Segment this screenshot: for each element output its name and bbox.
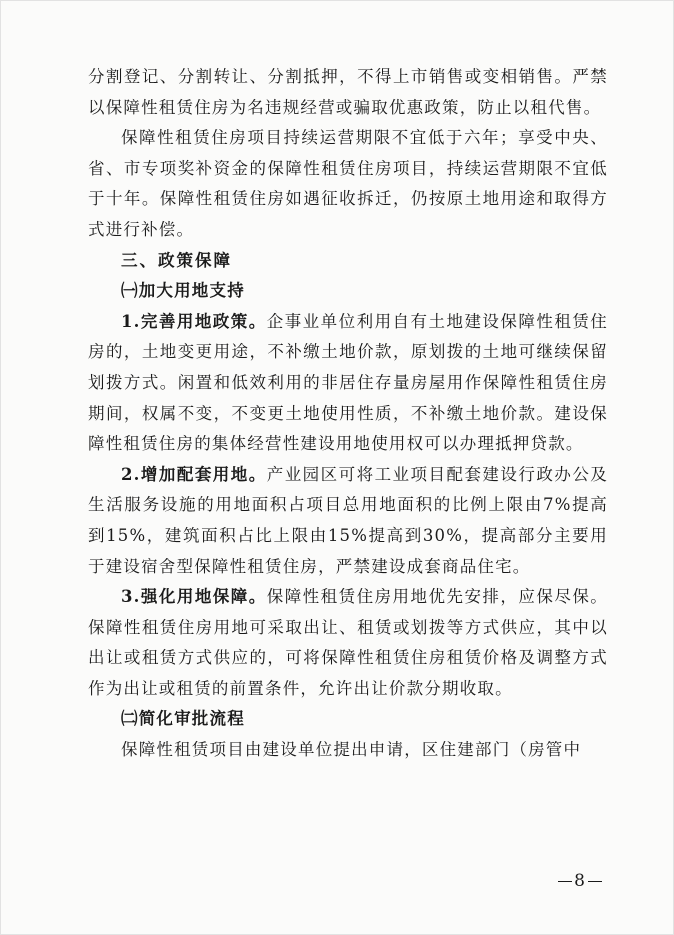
policy-item-land-guarantee [88, 582, 608, 704]
policy-item-land-policy [88, 307, 608, 460]
document-body [88, 62, 608, 766]
page-number-dash-left [558, 881, 572, 882]
policy-item-text: 企事业单位利用自有土地建设保障性租赁住房的，土地变更用途，不补缴土地价款，原划拨的土地可继续保留划拨方式。闲置和低效利用的非居住存量房屋用作保障性租赁住房期间，权属不变，不变更土地使用性质，不补缴土地价款。建设保障性租赁住房的集体经营性建设用地使用权可以办理抵押贷款。 [88, 311, 608, 454]
policy-item-lead: 1.完善用地政策。 [121, 311, 267, 331]
paragraph-approval-process: 保障性租赁项目由建设单位提出申请，区住建部门（房管中 [121, 740, 582, 760]
policy-item-lead: 3.强化用地保障。 [121, 587, 267, 607]
subsection-heading-land-support: ㈠加大用地支持 [121, 281, 245, 301]
page-number-value: 8 [574, 871, 586, 891]
section-heading: 三、政策保障 [121, 250, 232, 270]
page-number-dash-right [588, 881, 602, 882]
paragraph-operation-period: 保障性租赁住房项目持续运营期限不宜低于六年；享受中央、省、市专项奖补资金的保障性租赁住房项目，持续运营期限不宜低于十年。保障性租赁住房如遇征收拆迁，仍按原土地用途和取得方式进行补偿。 [88, 128, 608, 239]
subsection-heading-approval: ㈡简化审批流程 [121, 709, 245, 729]
policy-item-supporting-land [88, 460, 608, 582]
policy-item-lead: 2.增加配套用地。 [121, 464, 267, 484]
policy-item-text: 保障性租赁住房用地优先安排，应保尽保。保障性租赁住房用地可采取出让、租赁或划拨等方式供应，其中以出让或租赁方式供应的，可将保障性租赁住房租赁价格及调整方式作为出让或租赁的前置条件，允许出让价款分期收取。 [88, 587, 608, 698]
paragraph-continuation: 分割登记、分割转让、分割抵押，不得上市销售或变相销售。严禁以保障性租赁住房为名违规经营或骗取优惠政策，防止以租代售。 [88, 67, 608, 117]
policy-item-text: 产业园区可将工业项目配套建设行政办公及生活服务设施的用地面积占项目总用地面积的比例上限由7%提高到15%，建筑面积占比上限由15%提高到30%，提高部分主要用于建设宿舍型保障性租赁住房，严禁建设成套商品住宅。 [88, 464, 608, 576]
page-number [556, 871, 604, 891]
